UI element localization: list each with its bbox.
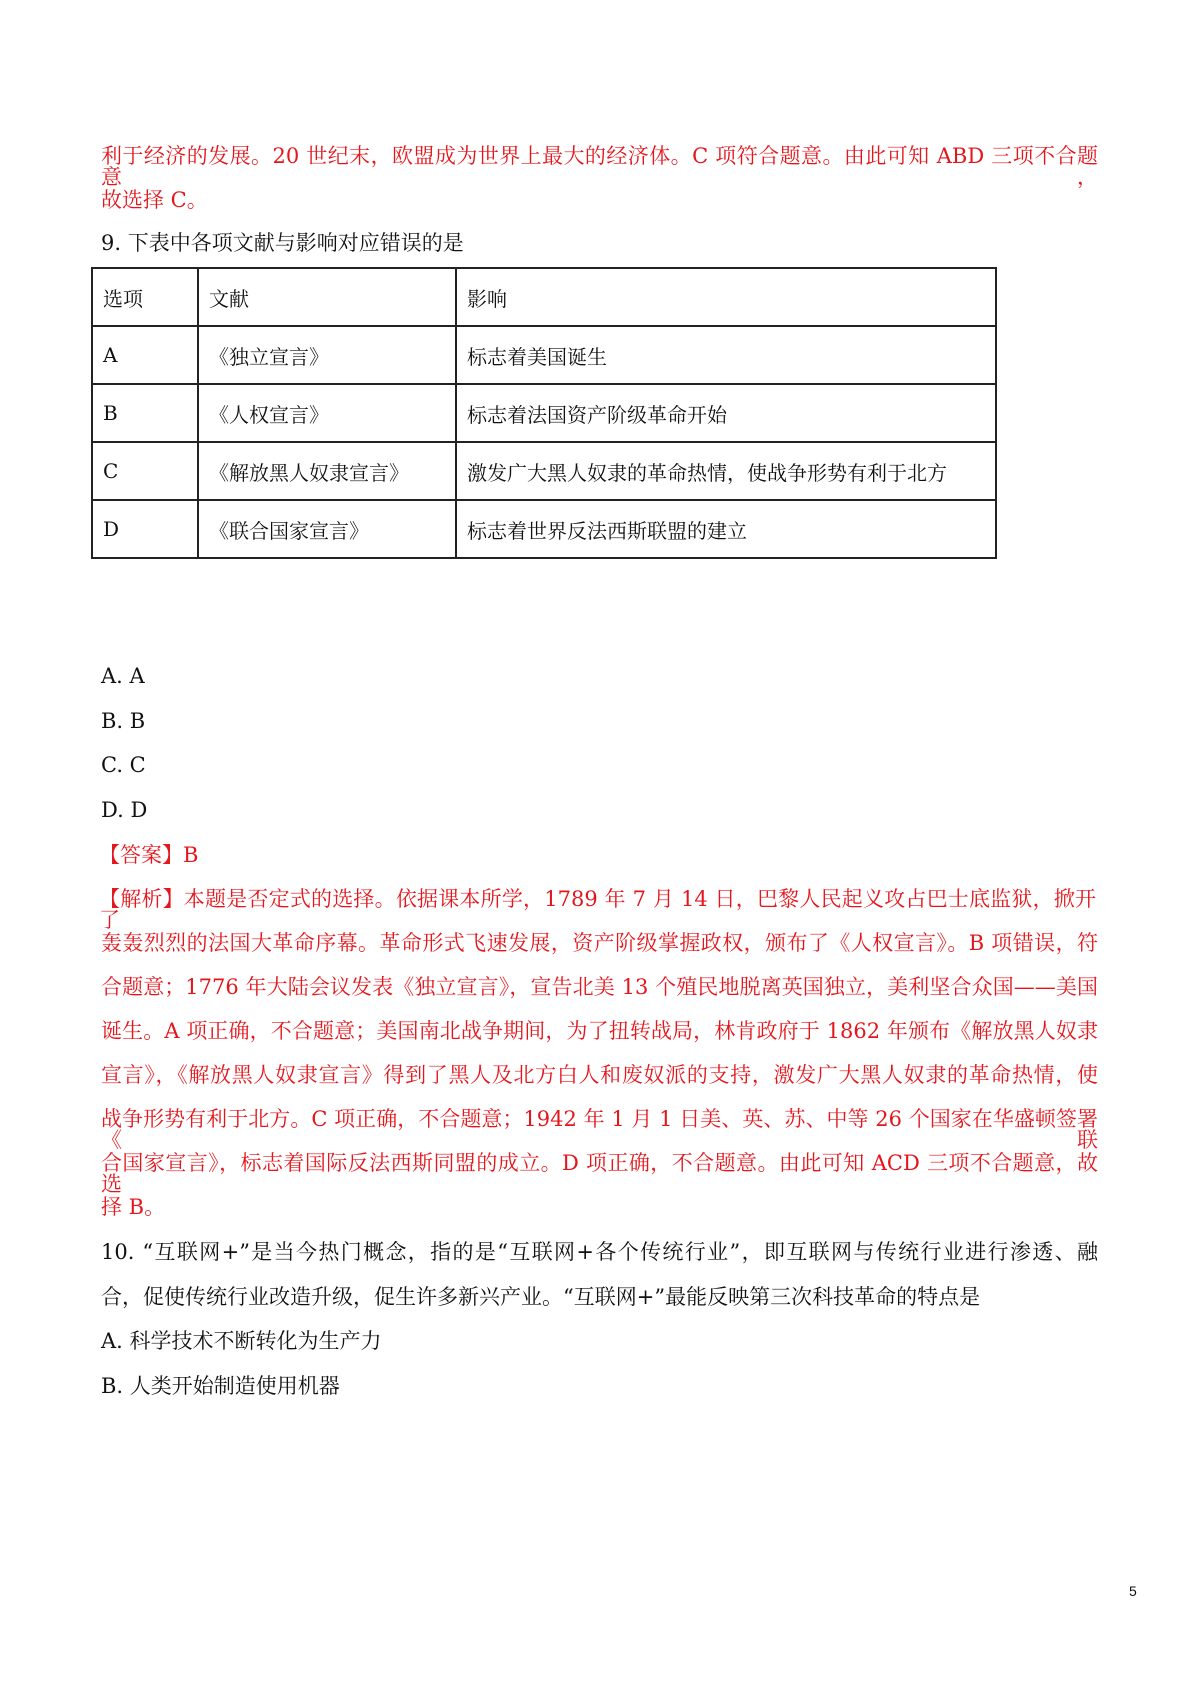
table-cell: 《解放黑人奴隶宣言》 xyxy=(198,442,456,500)
table-cell: 标志着世界反法西斯联盟的建立 xyxy=(456,500,996,558)
table-cell: 《联合国家宣言》 xyxy=(198,500,456,558)
table-row xyxy=(92,500,996,558)
q10-option-b: B. 人类开始制造使用机器 xyxy=(101,1374,340,1398)
table-cell: 激发广大黑人奴隶的革命热情，使战争形势有利于北方 xyxy=(456,442,996,500)
q9-analysis-line: 轰轰烈烈的法国大革命序幕。革命形式飞速发展，资产阶级掌握政权，颁布了《人权宣言》。B 项错误，符 xyxy=(101,931,1098,955)
q9-analysis-line: 【解析】本题是否定式的选择。依据课本所学，1789 年 7 月 14 日，巴黎人民起义攻占巴士底监狱，掀开了 xyxy=(99,887,1096,932)
q10-stem-line: 合，促使传统行业改造升级，促生许多新兴产业。“互联网+”最能反映第三次科技革命的特点是 xyxy=(101,1285,981,1309)
q10-stem-line: 10. “互联网+”是当今热门概念，指的是“互联网+各个传统行业”，即互联网与传统行业进行渗透、融 xyxy=(101,1240,1098,1264)
table-cell: D xyxy=(92,500,198,558)
table-cell: 《人权宣言》 xyxy=(198,384,456,442)
q9-option-c: C. C xyxy=(101,753,146,777)
q9-analysis-line: 择 B。 xyxy=(101,1195,166,1219)
q9-analysis-line: 合国家宣言》，标志着国际反法西斯同盟的成立。D 项正确，不合题意。由此可知 ACD 三项不合题意，故选 xyxy=(101,1151,1098,1196)
q9-stem: 9. 下表中各项文献与影响对应错误的是 xyxy=(101,231,464,255)
table-header-cell: 文献 xyxy=(198,268,456,326)
q9-table xyxy=(91,267,997,559)
q9-option-a: A. A xyxy=(101,664,145,688)
table-cell: 《独立宣言》 xyxy=(198,326,456,384)
q9-option-d: D. D xyxy=(101,798,148,822)
intro-line-1: 利于经济的发展。20 世纪末，欧盟成为世界上最大的经济体。C 项符合题意。由此可知 ABD 三项不合题意， xyxy=(101,144,1098,189)
table-row xyxy=(92,326,996,384)
table-cell: 标志着美国诞生 xyxy=(456,326,996,384)
table-row xyxy=(92,442,996,500)
q9-answer: 【答案】B xyxy=(99,843,199,867)
q10-option-a: A. 科学技术不断转化为生产力 xyxy=(101,1329,382,1353)
q9-analysis-line: 宣言》，《解放黑人奴隶宣言》得到了黑人及北方白人和废奴派的支持，激发广大黑人奴隶的革命热情，使 xyxy=(101,1063,1098,1087)
table-cell: A xyxy=(92,326,198,384)
q9-analysis-line: 合题意；1776 年大陆会议发表《独立宣言》，宣告北美 13 个殖民地脱离英国独立，美利坚合众国——美国 xyxy=(101,975,1098,999)
table-header-cell: 选项 xyxy=(92,268,198,326)
table-header-cell: 影响 xyxy=(456,268,996,326)
table-row xyxy=(92,384,996,442)
table-cell: B xyxy=(92,384,198,442)
q9-option-b: B. B xyxy=(101,709,146,733)
page-number: 5 xyxy=(1129,1583,1137,1599)
q9-analysis-line: 诞生。A 项正确，不合题意；美国南北战争期间，为了扭转战局，林肯政府于 1862 年颁布《解放黑人奴隶 xyxy=(101,1019,1098,1043)
table-header-row xyxy=(92,268,996,326)
table-cell: 标志着法国资产阶级革命开始 xyxy=(456,384,996,442)
table-cell: C xyxy=(92,442,198,500)
intro-line-2: 故选择 C。 xyxy=(101,188,208,212)
q9-analysis-line: 战争形势有利于北方。C 项正确，不合题意；1942 年 1 月 1 日美、英、苏、中等 26 个国家在华盛顿签署《联 xyxy=(101,1107,1098,1152)
